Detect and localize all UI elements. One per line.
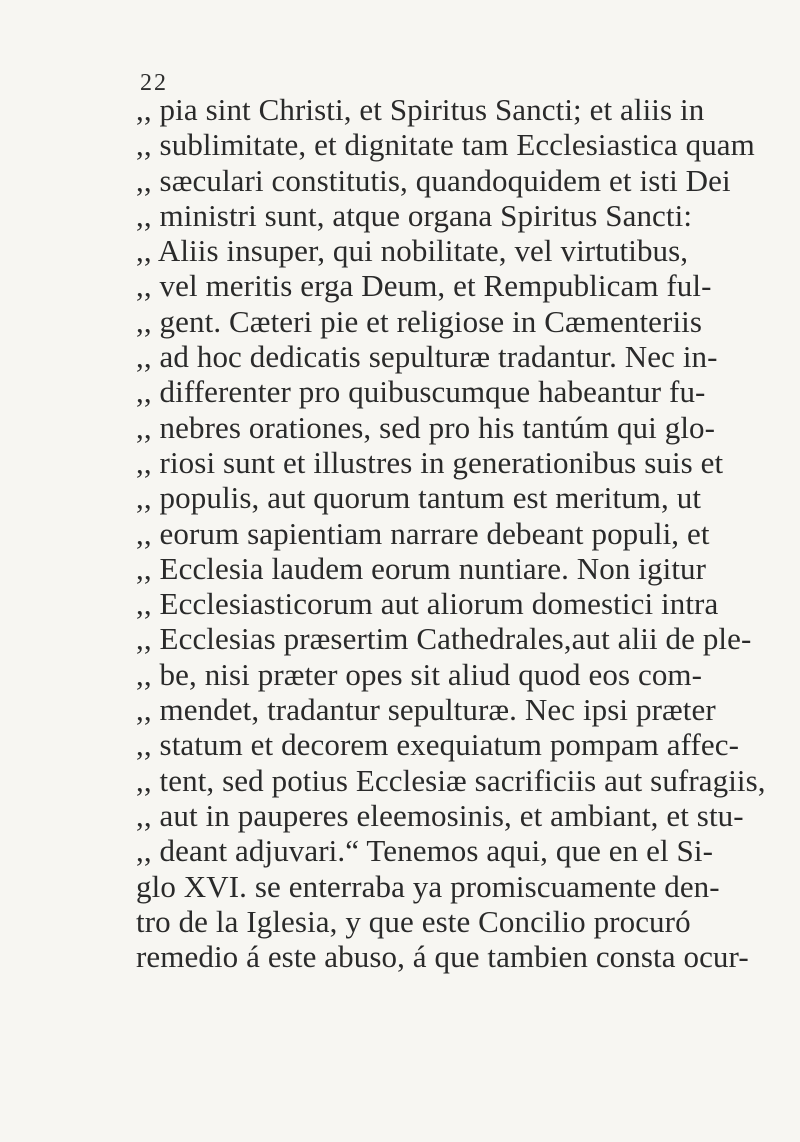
- text-line-content: ,, pia sint Christi, et Spiritus Sancti; et aliis in: [136, 92, 705, 127]
- text-line: [136, 657, 776, 692]
- text-line: [136, 586, 776, 621]
- text-line: [136, 92, 776, 127]
- text-line-content: ,, eorum sapientiam narrare debeant populi, et: [136, 515, 710, 551]
- text-line: [136, 516, 776, 551]
- text-line: [136, 763, 776, 798]
- text-line: [136, 692, 776, 727]
- page-number: 22: [140, 70, 168, 96]
- text-line-content: ,, ad hoc dedicatis sepulturæ tradantur. Nec in-: [136, 339, 718, 375]
- text-line: [136, 869, 776, 904]
- text-line: [136, 304, 776, 339]
- text-line-content: ,, be, nisi præter opes sit aliud quod eos com-: [136, 656, 703, 692]
- text-line: [136, 410, 776, 445]
- text-line-content: ,, ministri sunt, atque organa Spiritus Sancti:: [136, 197, 693, 233]
- text-line-content: ,, populis, aut quorum tantum est meritum, ut: [136, 480, 702, 516]
- text-line: [136, 798, 776, 833]
- text-line-content: glo XVI. se enterraba ya promiscuamente den-: [136, 868, 720, 904]
- text-line-content: ,, gent. Cæteri pie et religiose in Cæmenteriis: [136, 303, 703, 339]
- text-line-content: ,, Ecclesias præsertim Cathedrales,aut alii de ple-: [136, 621, 752, 657]
- text-line-content: ,, Aliis insuper, qui nobilitate, vel virtutibus,: [136, 233, 689, 269]
- text-line-content: ,, mendet, tradantur sepulturæ. Nec ipsi præter: [136, 692, 716, 728]
- text-line-content: ,, riosi sunt et illustres in generationibus suis et: [136, 444, 724, 480]
- text-line: [136, 621, 776, 656]
- text-line-content: ,, tent, sed potius Ecclesiæ sacrificiis aut sufragiis,: [136, 762, 766, 798]
- text-line-content: ,, aut in pauperes eleemosinis, et ambiant, et stu-: [136, 797, 744, 833]
- text-line: [136, 233, 776, 268]
- text-line: [136, 374, 776, 409]
- text-line-content: ,, deant adjuvari.“ Tenemos aqui, que en el Si-: [136, 833, 714, 869]
- text-line-content: ,, Ecclesiasticorum aut aliorum domestici intra: [136, 586, 719, 622]
- text-line-content: remedio á este abuso, á que tambien consta ocur-: [136, 939, 749, 975]
- text-line-content: ,, differenter pro quibuscumque habeantur fu-: [136, 374, 706, 410]
- text-line-content: ,, Ecclesia laudem eorum nuntiare. Non igitur: [136, 550, 707, 586]
- text-line: [136, 551, 776, 586]
- text-line: [136, 904, 776, 939]
- text-line: [136, 163, 776, 198]
- text-line-content: ,, vel meritis erga Deum, et Rempublicam ful-: [136, 268, 712, 304]
- body-text: [136, 92, 776, 974]
- text-line-content: ,, sæculari constitutis, quandoquidem et isti Dei: [136, 162, 731, 198]
- text-line: [136, 339, 776, 374]
- text-line: [136, 939, 776, 974]
- text-line: [136, 727, 776, 762]
- text-line: [136, 127, 776, 162]
- text-line-content: ,, statum et decorem exequiatum pompam affec-: [136, 727, 740, 763]
- text-line-content: ,, sublimitate, et dignitate tam Ecclesiastica quam: [136, 127, 755, 163]
- text-line: [136, 480, 776, 515]
- text-line-content: tro de la Iglesia, y que este Concilio procuró: [136, 903, 691, 939]
- text-line: [136, 268, 776, 303]
- text-line: [136, 198, 776, 233]
- text-line: [136, 833, 776, 868]
- text-line-content: ,, nebres orationes, sed pro his tantúm qui glo-: [136, 409, 716, 445]
- text-line: [136, 445, 776, 480]
